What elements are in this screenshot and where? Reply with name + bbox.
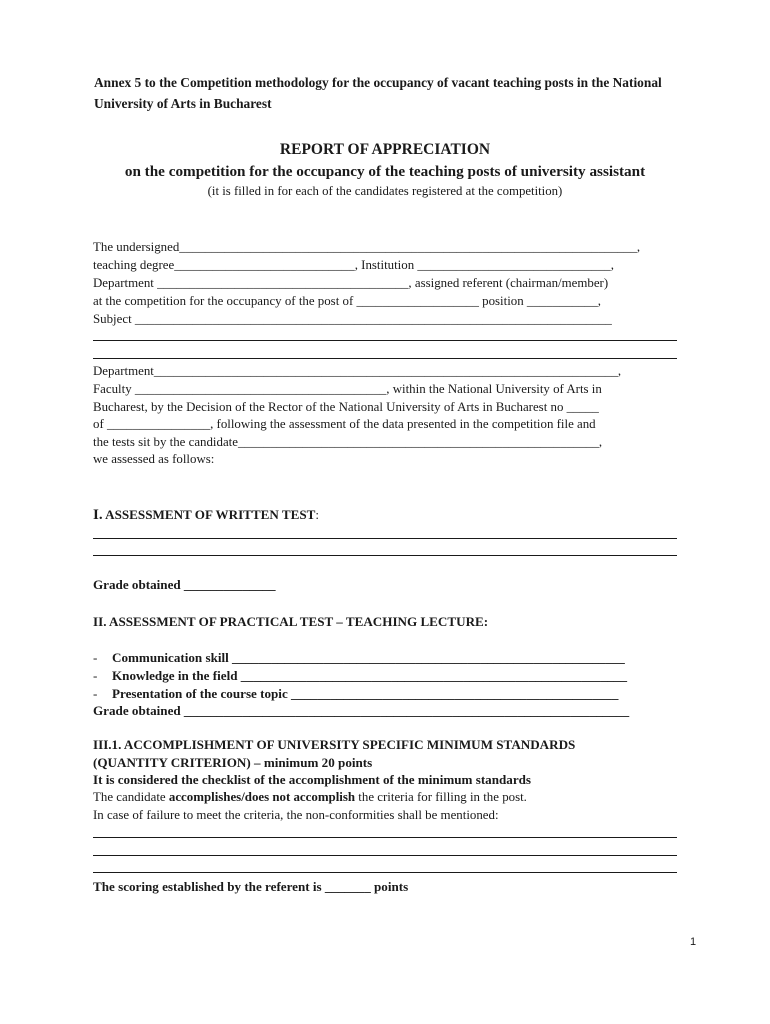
faculty-line: Faculty _______________________________________, within the National University of Arts in: [93, 382, 602, 396]
section-1-colon: :: [315, 507, 319, 522]
section-1-number: I.: [93, 507, 103, 523]
page-number: 1: [690, 936, 697, 948]
blank-rule: [93, 358, 677, 359]
report-note: (it is filled in for each of the candidates registered at the competition): [207, 184, 563, 198]
bullet-presentation: - Presentation of the course topic __________________________________________________: [93, 686, 619, 701]
checklist-note: It is considered the checklist of the accomplishment of the minimum standards: [93, 772, 532, 787]
blank-rule: [93, 538, 677, 539]
department-line-2: Department________________________________________________________________________,: [93, 364, 622, 378]
teaching-degree-line: teaching degree____________________________, Institution ______________________________,: [93, 258, 614, 272]
assessment-line: of ________________, following the assessment of the data presented in the competition file and: [93, 417, 596, 431]
blank-rule: [93, 837, 677, 838]
accomplishment-choice: accomplishes/does not accomplish: [168, 790, 356, 804]
post-line: at the competition for the occupancy of the post of ___________________ position ___________,: [93, 294, 602, 308]
section-1-grade: Grade obtained ______________: [93, 577, 276, 592]
blank-rule: [93, 872, 677, 873]
assessed-line: we assessed as follows:: [93, 452, 215, 466]
candidate-accomplishment: The candidate accomplishes/does not accomplish the criteria for filling in the post.: [93, 790, 527, 804]
candidate-line: the tests sit by the candidate________________________________________________________,: [93, 435, 603, 449]
section-2-heading: II. ASSESSMENT OF PRACTICAL TEST – TEACHING LECTURE:: [93, 614, 489, 629]
blank-rule: [93, 555, 677, 556]
scoring-line: The scoring established by the referent is _______ points: [93, 879, 409, 894]
department-line: Department _______________________________________, assigned referent (chairman/member): [93, 276, 609, 290]
bullet-knowledge: - Knowledge in the field ___________________________________________________________: [93, 668, 628, 683]
annex-heading: Annex 5 to the Competition methodology for the occupancy of vacant teaching posts in the National University of Arts in Bucharest: [94, 75, 662, 111]
section-3-heading-line2: (QUANTITY CRITERION) – minimum 20 points: [93, 755, 373, 770]
blank-rule: [93, 855, 677, 856]
section-1-heading: [93, 507, 319, 524]
report-title: REPORT OF APPRECIATION: [279, 141, 491, 158]
section-3-heading-line1: III.1. ACCOMPLISHMENT OF UNIVERSITY SPECIFIC MINIMUM STANDARDS: [93, 737, 576, 752]
blank-rule: [93, 340, 677, 341]
decision-line: Bucharest, by the Decision of the Rector of the National University of Arts in Bucharest no _____: [93, 400, 599, 414]
report-subtitle: on the competition for the occupancy of the teaching posts of university assistant: [124, 163, 646, 180]
knowledge-label: Knowledge in the field ___________________________________________________________: [112, 668, 628, 683]
bullet-communication: - Communication skill ____________________________________________________________: [93, 650, 625, 665]
presentation-label: Presentation of the course topic __________________________________________________: [112, 686, 619, 701]
section-2-grade: Grade obtained ____________________________________________________________________: [93, 703, 630, 718]
failure-note: In case of failure to meet the criteria, the non-conformities shall be mentioned:: [93, 808, 499, 822]
subject-line: Subject __________________________________________________________________________: [93, 312, 612, 326]
undersigned-line: The undersigned_______________________________________________________________________,: [93, 240, 641, 254]
section-1-title: ASSESSMENT OF WRITTEN TEST: [105, 507, 316, 522]
communication-skill-label: Communication skill ____________________________________________________________: [112, 650, 625, 665]
